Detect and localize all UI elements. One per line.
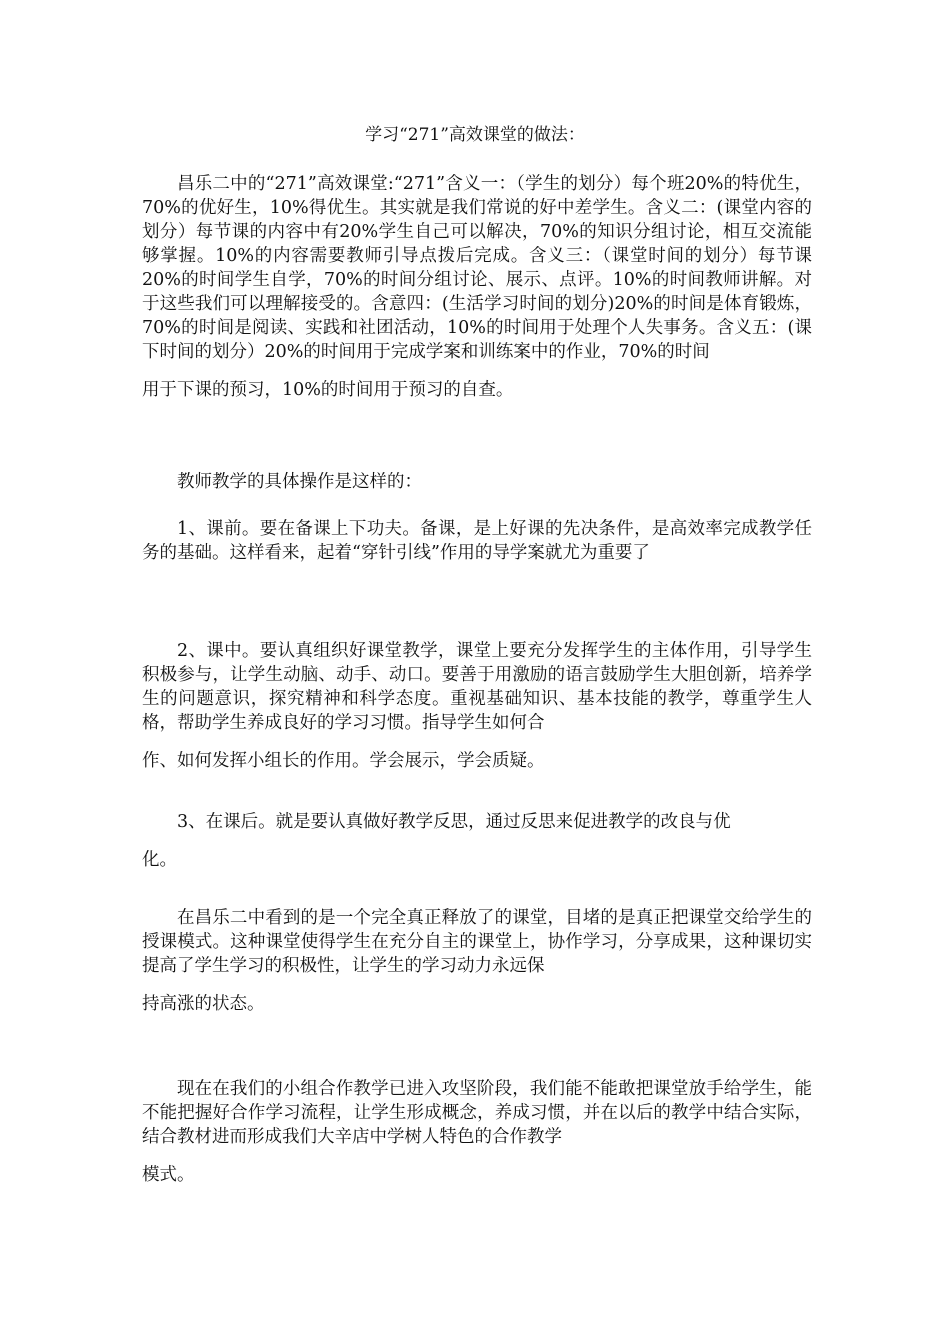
paragraph-conclusion: [142, 1077, 812, 1187]
paragraph-text-last-line: 持高涨的状态。: [142, 994, 265, 1014]
paragraph-teaching-intro: [142, 470, 812, 494]
paragraph-271-meaning: [142, 172, 812, 402]
paragraph-before-class: [142, 517, 812, 565]
paragraph-text: 1、课前。要在备课上下功夫。备课，是上好课的先决条件，是高效率完成教学任务的基础。这样看来，起着“穿针引线”作用的导学案就尤为重要了: [142, 519, 812, 563]
paragraph-in-class: [142, 639, 812, 773]
paragraph-text-last-line: 用于下课的预习，10%的时间用于预习的自查。: [142, 380, 514, 400]
document-title: 学习“271”高效课堂的做法：: [365, 125, 585, 145]
paragraph-text: 教师教学的具体操作是这样的：: [177, 472, 422, 492]
paragraph-text: 昌乐二中的“271”高效课堂:“271”含义一：（学生的划分）每个班20%的特优生，70%的优好生，10%得优生。其实就是我们常说的好中差学生。含义二：(课堂内容的划分）每节课的内容中有20%学生自己可以解决，70%的知识分组讨论，相互交流能够掌握。10%的内容需要教师引导点拨后完成。含义三：（课堂时间的划分）每节课20%的时间学生自学，70%的时间分组讨论、展示、点评。10%的时间教师讲解。对于这些我们可以理解接受的。含意四：(生活学习时间的划分)20%的时间是体育锻炼，70%的时间是阅读、实践和社团活动，10%的时间用于处理个人失事务。含义五：(课下时间的划分）20%的时间用于完成学案和训练案中的作业，70%的时间: [142, 174, 812, 362]
paragraph-text: 在昌乐二中看到的是一个完全真正释放了的课堂，目堵的是真正把课堂交给学生的授课模式。这种课堂使得学生在充分自主的课堂上，协作学习，分享成果，这种课切实提高了学生学习的积极性，让学生的学习动力永远保: [142, 908, 812, 976]
paragraph-text: 2、课中。要认真组织好课堂教学，课堂上要充分发挥学生的主体作用，引导学生积极参与，让学生动脑、动手、动口。要善于用激励的语言鼓励学生大胆创新，培养学生的问题意识，探究精神和科学态度。重视基础知识、基本技能的教学，尊重学生人格，帮助学生养成良好的学习习惯。指导学生如何合: [142, 641, 812, 733]
paragraph-text-last-line: 模式。: [142, 1165, 195, 1185]
paragraph-text-last-line: 化。: [142, 850, 177, 870]
paragraph-observation: [142, 906, 812, 1016]
paragraph-text-last-line: 作、如何发挥小组长的作用。学会展示，学会质疑。: [142, 751, 545, 771]
paragraph-text: 现在在我们的小组合作教学已进入攻坚阶段，我们能不能敢把课堂放手给学生，能不能把握好合作学习流程，让学生形成概念，养成习惯，并在以后的教学中结合实际，结合教材进而形成我们大辛店中学树人特色的合作教学: [142, 1079, 812, 1147]
paragraph-text: 3、在课后。就是要认真做好教学反思，通过反思来促进教学的改良与优: [177, 812, 731, 832]
paragraph-after-class: [142, 810, 812, 872]
